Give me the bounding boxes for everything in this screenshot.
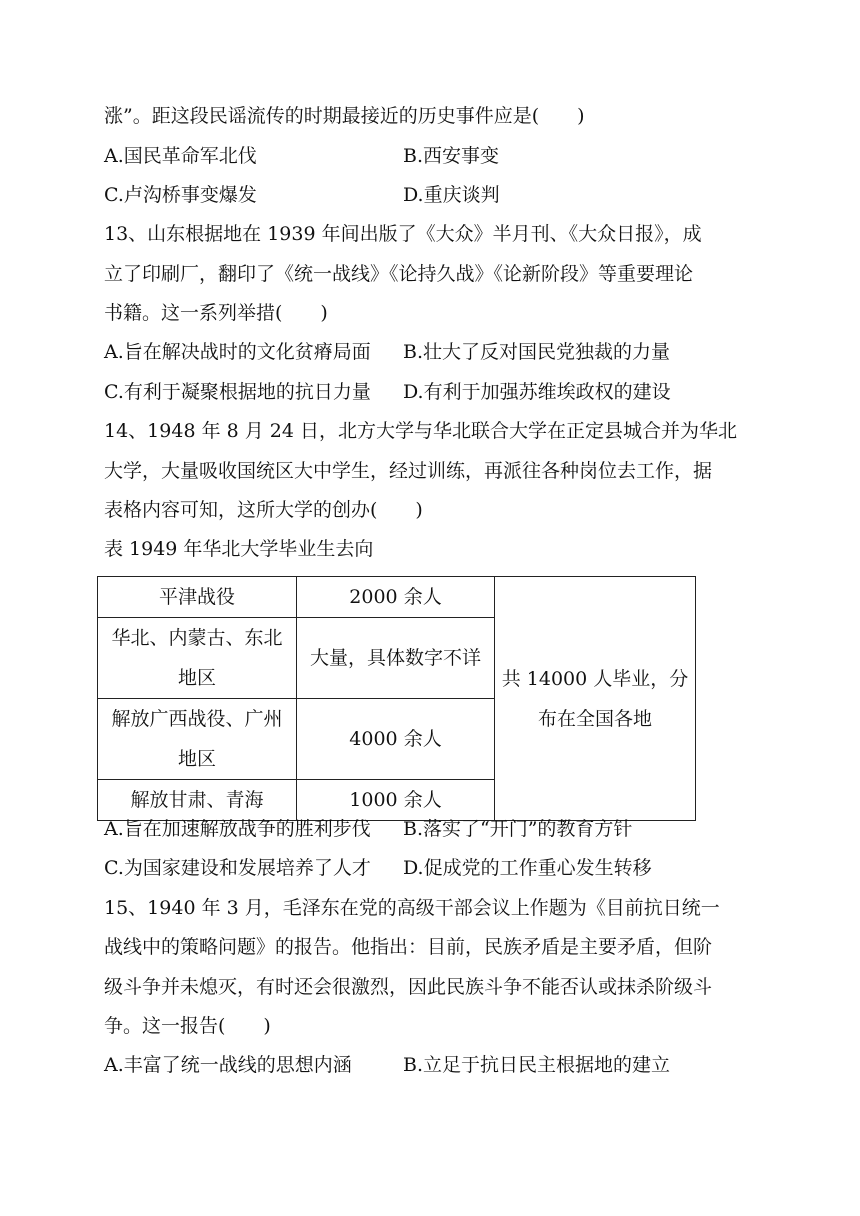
q14-option-c: C.为国家建设和发展培养了人才 <box>104 857 371 879</box>
table-cell-region: 解放甘肃、青海 <box>98 780 297 821</box>
question-14-line-3: 表格内容可知，这所大学的创办( ) <box>104 499 423 521</box>
q14-option-d: D.促成党的工作重心发生转移 <box>403 857 652 879</box>
question-13-line-3: 书籍。这一系列举措( ) <box>104 302 328 324</box>
table-cell-region: 平津战役 <box>98 577 297 618</box>
table-cell-region: 解放广西战役、广州 地区 <box>98 699 297 780</box>
table-cell-summary: 共 14000 人毕业，分 布在全国各地 <box>495 577 696 821</box>
question-14-line-2: 大学，大量吸收国统区大中学生，经过训练，再派往各种岗位去工作，据 <box>104 460 713 482</box>
table-cell-count: 4000 余人 <box>297 699 495 780</box>
question-13-line-2: 立了印刷厂，翻印了《统一战线》《论持久战》《论新阶段》等重要理论 <box>104 263 694 285</box>
question-15-line-1: 15、1940 年 3 月，毛泽东在党的高级干部会议上作题为《目前抗日统一 <box>104 897 720 919</box>
q12-option-c: C.卢沟桥事变爆发 <box>104 184 257 206</box>
q12-option-d: D.重庆谈判 <box>403 184 500 206</box>
question-15-line-3: 级斗争并未熄灭，有时还会很激烈，因此民族斗争不能否认或抹杀阶级斗 <box>104 976 713 998</box>
table-cell-region: 华北、内蒙古、东北 地区 <box>98 618 297 699</box>
q15-option-b: B.立足于抗日民主根据地的建立 <box>403 1054 671 1076</box>
q14-option-a: A.旨在加速解放战争的胜利步伐 <box>104 818 371 840</box>
table-cell-count: 大量，具体数字不详 <box>297 618 495 699</box>
q12-option-b: B.西安事变 <box>403 145 500 167</box>
question-13-line-1: 13、山东根据地在 1939 年间出版了《大众》半月刊、《大众日报》，成 <box>104 223 702 245</box>
q14-option-b: B.落实了“开门”的教育方针 <box>403 818 633 840</box>
question-12-tail: 涨”。距这段民谣流传的时期最接近的历史事件应是( ) <box>104 105 585 127</box>
question-14-line-1: 14、1948 年 8 月 24 日，北方大学与华北联合大学在正定县城合并为华北 <box>104 420 737 442</box>
table-row <box>98 577 696 618</box>
q12-option-a: A.国民革命军北伐 <box>104 145 257 167</box>
q13-option-d: D.有利于加强苏维埃政权的建设 <box>403 381 671 403</box>
table-caption: 表 1949 年华北大学毕业生去向 <box>104 538 374 560</box>
q13-option-b: B.壮大了反对国民党独裁的力量 <box>403 341 671 363</box>
question-15-line-2: 战线中的策略问题》的报告。他指出：目前，民族矛盾是主要矛盾，但阶 <box>104 936 713 958</box>
table-cell-count: 1000 余人 <box>297 780 495 821</box>
question-15-line-4: 争。这一报告( ) <box>104 1015 271 1037</box>
q15-option-a: A.丰富了统一战线的思想内涵 <box>104 1054 352 1076</box>
table-cell-count: 2000 余人 <box>297 577 495 618</box>
q13-option-a: A.旨在解决战时的文化贫瘠局面 <box>104 341 371 363</box>
graduates-table <box>97 576 696 821</box>
q13-option-c: C.有利于凝聚根据地的抗日力量 <box>104 381 371 403</box>
